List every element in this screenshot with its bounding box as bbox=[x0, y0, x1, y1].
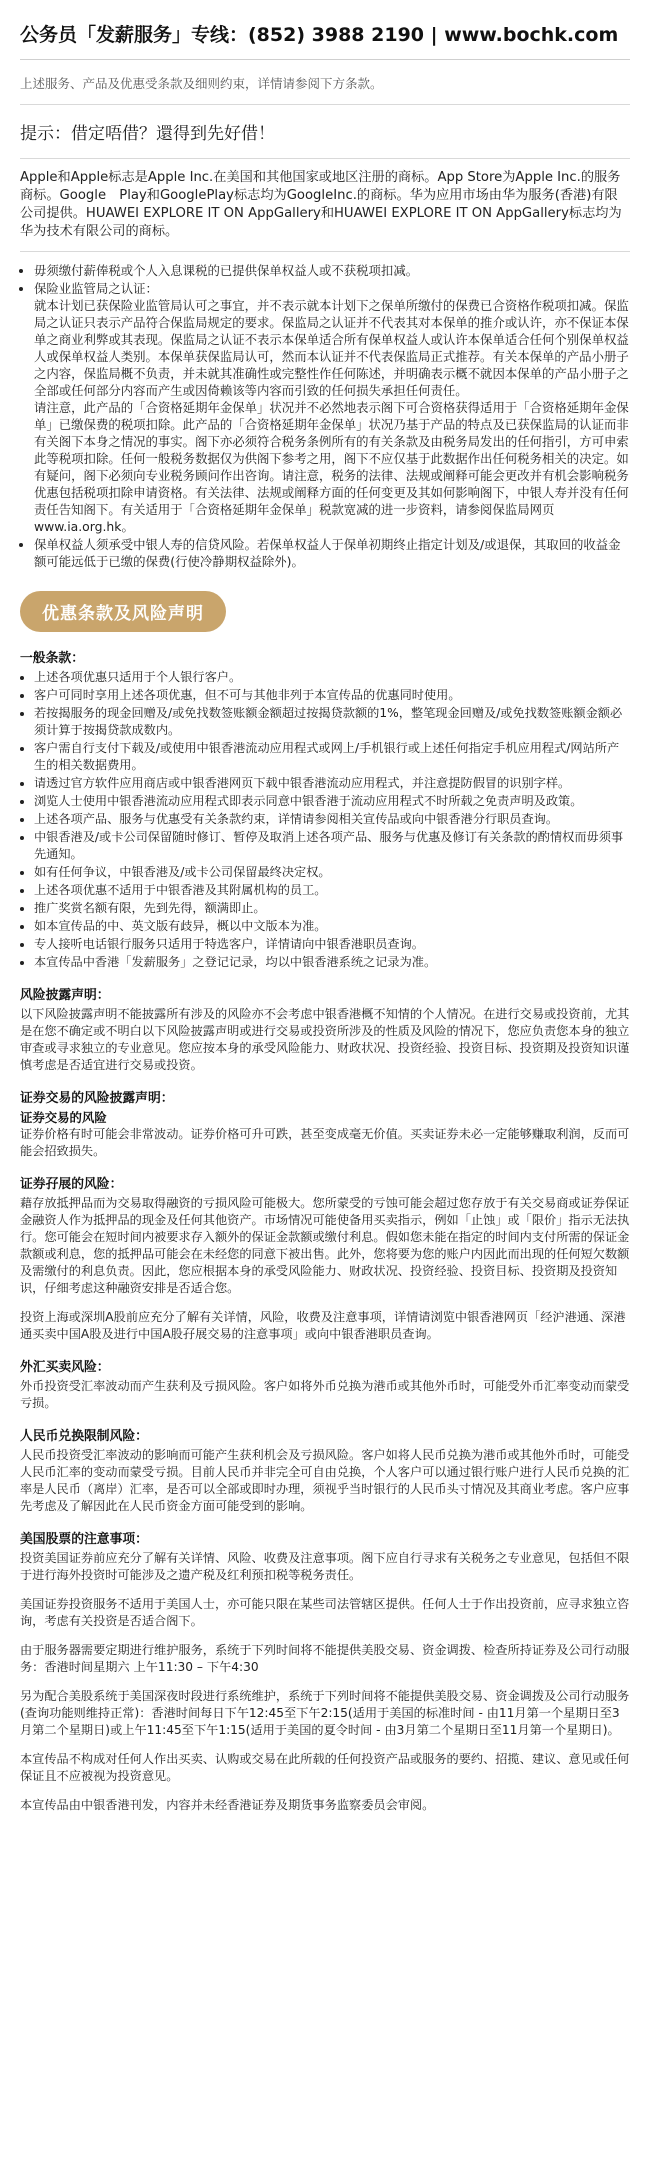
general-term-item: • 推广奖赏名额有限，先到先得，额满即止。 bbox=[34, 900, 630, 917]
us-stock-title: 美国股票的注意事项： bbox=[20, 1532, 148, 1547]
pill-wrapper bbox=[20, 571, 630, 650]
us-stock-maintenance2: 另为配合美股系统于美国深夜时段进行系统维护，系统于下列时间将不能提供美股交易、资金调拨及公司行动服务(查询功能则维持正常)：香港时间每日下午12:45至下午2:15(适用于美国的标准时间 - 由11月第一个星期日至3月第二个星期日)或上午11:45至下午1:15(适用于美国的夏令时间 - 由3月第二个星期日至11月第一个星期日)。 bbox=[20, 1689, 630, 1737]
fx-risk-body: 外币投资受汇率波动而产生获利及亏损风险。客户如将外币兑换为港币或其他外币时，可能受外币汇率变动而蒙受亏损。 bbox=[20, 1379, 630, 1410]
not-offer-disclaimer: 本宣传品不构成对任何人作出买卖、认购或交易在此所载的任何投资产品或服务的要约、招揽、建议、意见或任何保证且不应被视为投资意见。 bbox=[20, 1752, 630, 1783]
note-ia-title: 保险业监管局之认证： bbox=[34, 281, 158, 296]
general-term-item: • 若按揭服务的现金回赠及/或免找数签账额金额超过按揭贷款额的1%，整笔现金回赠及/或免找数签账额金额必须计算于按揭贷款成数内。 bbox=[34, 705, 630, 739]
a-share-note: 投资上海或深圳A股前应充分了解有关详情，风险，收费及注意事项，详情请浏览中银香港网页「经沪港通、深港通买卖中国A股及进行中国A股孖展交易的注意事项」或向中银香港职员查询。 bbox=[20, 1310, 626, 1341]
terms-subtitle: 上述服务、产品及优惠受条款及细则约束，详情请参阅下方条款。 bbox=[20, 60, 630, 105]
insurance-notes bbox=[20, 252, 630, 570]
us-stock-section bbox=[20, 1531, 630, 1814]
risk-disclosure-section bbox=[20, 987, 630, 1074]
sfc-disclaimer: 本宣传品由中银香港刊发，内容并未经香港证券及期货事务监察委员会审阅。 bbox=[20, 1798, 435, 1812]
securities-risk-subtitle: 证券交易的风险 bbox=[20, 1110, 107, 1125]
rmb-risk-body: 人民币投资受汇率波动的影响而可能产生获利机会及亏损风险。客户如将人民币兑换为港币或其他外币时，可能受人民币汇率的变动而蒙受亏损。目前人民币并非完全可自由兑换，个人客户可以通过银行账户进行人民币兑换的汇率是人民币（离岸）汇率，是否可以全部或即时办理，须视乎当时银行的人民币头寸情况及其商业考虑。客户应事先考虑及了解因此在人民币资金方面可能受到的影响。 bbox=[20, 1448, 630, 1513]
securities-risk-title: 证券交易的风险披露声明： bbox=[20, 1091, 174, 1106]
note-ia-body: 就本计划已获保险业监管局认可之事宜，并不表示就本计划下之保单所缴付的保费已合资格作税项扣减。保监局之认证只表示产品符合保监局规定的要求。保监局之认证并不代表其对本保单的推介或认许，亦不保证本保单之商业利弊或其表现。保监局之认证不表示本保单适合所有保单权益人或认许本保单适合任何个别保单权益人或保单权益人类别。本保单获保监局认可，然而本认证并不代表保监局正式推荐。有关本保单的产品小册子之内容，保监局概不负责，并未就其准确性或完整性作任何陈述，并明确表示概不就因本保单的产品小册子之全部或任何部分内容而产生或因倚赖该等内容而引致的任何损失承担任何责任。 bbox=[34, 298, 629, 398]
general-term-item: • 浏览人士使用中银香港流动应用程式即表示同意中银香港于流动应用程式不时所载之免责声明及政策。 bbox=[34, 793, 630, 810]
trademark-notice: Apple和Apple标志是Apple Inc.在美国和其他国家或地区注册的商标。App Store为Apple Inc.的服务商标。Google Play和GooglePlay标志均为GoogleInc.的商标。华为应用市场由华为服务(香港)有限公司提供。HUAWEI EXPLORE IT ON AppGallery和HUAWEI EXPLORE IT ON AppGallery标志均为华为技术有限公司的商标。 bbox=[20, 159, 630, 252]
general-term-item: • 专人接听电话银行服务只适用于特选客户，详情请向中银香港职员查询。 bbox=[34, 936, 630, 953]
securities-risk-section bbox=[20, 1090, 630, 1160]
general-terms-title: 一般条款： bbox=[20, 651, 84, 666]
terms-body bbox=[20, 650, 630, 1814]
general-terms-list bbox=[20, 669, 630, 971]
margin-risk-body: 藉存放抵押品而为交易取得融资的亏损风险可能极大。您所蒙受的亏蚀可能会超过您存放于有关交易商或证券保证金融资人作为抵押品的现金及任何其他资产。市场情况可能使备用买卖指示，例如「止蚀」或「限价」指示无法执行。您可能会在短时间内被要求存入额外的保证金款额或缴付利息。假如您未能在指定的时间内支付所需的保证金款额或利息，您的抵押品可能会在未经您的同意下被出售。此外，您将要为您的账户内因此而出现的任何短欠数额及需缴付的利息负责。因此，您应根据本身的承受风险能力、财政状况、投资经验、投资目标、投资期及投资知识，仔细考虑这种融资安排是否适合您。 bbox=[20, 1196, 630, 1295]
hotline-header: 公务员「发薪服务」专线：(852) 3988 2190 | www.bochk.com bbox=[20, 0, 630, 60]
note-ia-certification bbox=[34, 280, 630, 535]
terms-risk-heading-pill: 优惠条款及风险声明 bbox=[20, 591, 226, 632]
risk-disclosure-title: 风险披露声明： bbox=[20, 988, 110, 1003]
general-term-item: • 上述各项产品、服务与优惠受有关条款约束，详情请参阅相关宣传品或向中银香港分行职员查询。 bbox=[34, 811, 630, 828]
general-term-item: • 请透过官方软件应用商店或中银香港网页下载中银香港流动应用程式，并注意提防假冒的识别字样。 bbox=[34, 775, 630, 792]
margin-risk-title: 证券孖展的风险： bbox=[20, 1177, 123, 1192]
note-ia-body2: 请注意，此产品的「合资格延期年金保单」状况并不必然地表示阁下可合资格获得适用于「合资格延期年金保单」已缴保费的税项扣除。此产品的「合资格延期年金保单」状况乃基于产品的特点及已获保监局的认证而非有关阁下本身之情况的事实。阁下亦必须符合税务条例所有的有关条款及由税务局发出的任何指引，方可申索此等税项扣除。任何一般税务数据仅为供阁下参考之用，阁下不应仅基于此数据作出任何税务相关的决定。如有疑问，阁下必须向专业税务顾问作出咨询。请注意，税务的法律、法规或阐释可能会更改并有机会影响税务优惠包括税项扣除申请资格。有关法律、法规或阐释方面的任何变更及其如何影响阁下，中银人寿并没有任何责任告知阁下。有关适用于「合资格延期年金保单」税款宽减的进一步资料，请参阅保监局网页www.ia.org.hk。 bbox=[34, 400, 629, 534]
note-credit-risk: • 保单权益人须承受中银人寿的信贷风险。若保单权益人于保单初期终止指定计划及/或退保，其取回的收益金额可能远低于已缴的保费(行使冷静期权益除外)。 bbox=[34, 536, 630, 570]
us-stock-body: 投资美国证券前应充分了解有关详情、风险、收费及注意事项。阁下应自行寻求有关税务之专业意见，包括但不限于进行海外投资时可能涉及之遗产税及红利预扣税等税务责任。 bbox=[20, 1551, 630, 1582]
general-term-item: • 上述各项优惠只适用于个人银行客户。 bbox=[34, 669, 630, 686]
fx-risk-title: 外汇买卖风险： bbox=[20, 1360, 110, 1375]
general-term-item: • 中银香港及/或卡公司保留随时修订、暂停及取消上述各项产品、服务与优惠及修订有关条款的酌情权而毋须事先通知。 bbox=[34, 829, 630, 863]
rmb-risk-title: 人民币兑换限制风险： bbox=[20, 1429, 148, 1444]
borrowing-tip: 提示：借定唔借？還得到先好借！ bbox=[20, 105, 630, 159]
general-term-item: • 客户可同时享用上述各项优惠，但不可与其他非列于本宣传品的优惠同时使用。 bbox=[34, 687, 630, 704]
risk-disclosure-body: 以下风险披露声明不能披露所有涉及的风险亦不会考虑中银香港概不知情的个人情况。在进行交易或投资前，尤其是在您不确定或不明白以下风险披露声明或进行交易或投资所涉及的性质及风险的情况下，您应负责您本身的独立审查或寻求独立的专业意见。您应按本身的承受风险能力、财政状况、投资经验、投资目标、投资期及投资知识谨慎考虑是否适宜进行交易或投资。 bbox=[20, 1007, 630, 1072]
general-term-item: • 如有任何争议，中银香港及/或卡公司保留最终决定权。 bbox=[34, 864, 630, 881]
securities-risk-body: 证券价格有时可能会非常波动。证券价格可升可跌，甚至变成毫无价值。买卖证券未必一定能够赚取利润，反而可能会招致损失。 bbox=[20, 1127, 630, 1158]
margin-risk-section bbox=[20, 1176, 630, 1343]
rmb-risk-section bbox=[20, 1428, 630, 1515]
us-stock-maintenance: 由于服务器需要定期进行维护服务，系统于下列时间将不能提供美股交易、资金调拨、检查所持证券及公司行动服务：香港时间星期六 上午11:30 – 下午4:30 bbox=[20, 1643, 630, 1674]
general-term-item: • 本宣传品中香港「发薪服务」之登记记录，均以中银香港系统之记录为准。 bbox=[34, 954, 630, 971]
general-term-item: • 如本宣传品的中、英文版有歧异，概以中文版本为准。 bbox=[34, 918, 630, 935]
general-term-item: • 上述各项优惠不适用于中银香港及其附属机构的员工。 bbox=[34, 882, 630, 899]
us-stock-body2: 美国证券投资服务不适用于美国人士，亦可能只限在某些司法管辖区提供。任何人士于作出投资前，应寻求独立咨询，考虑有关投资是否适合阁下。 bbox=[20, 1597, 630, 1628]
note-tax-item: • 毋须缴付薪俸税或个人入息课税的已提供保单权益人或不获税项扣减。 bbox=[34, 262, 630, 279]
general-term-item: • 客户需自行支付下载及/或使用中银香港流动应用程式或网上/手机银行或上述任何指定手机应用程式/网站所产生的相关数据费用。 bbox=[34, 740, 630, 774]
fx-risk-section bbox=[20, 1359, 630, 1412]
